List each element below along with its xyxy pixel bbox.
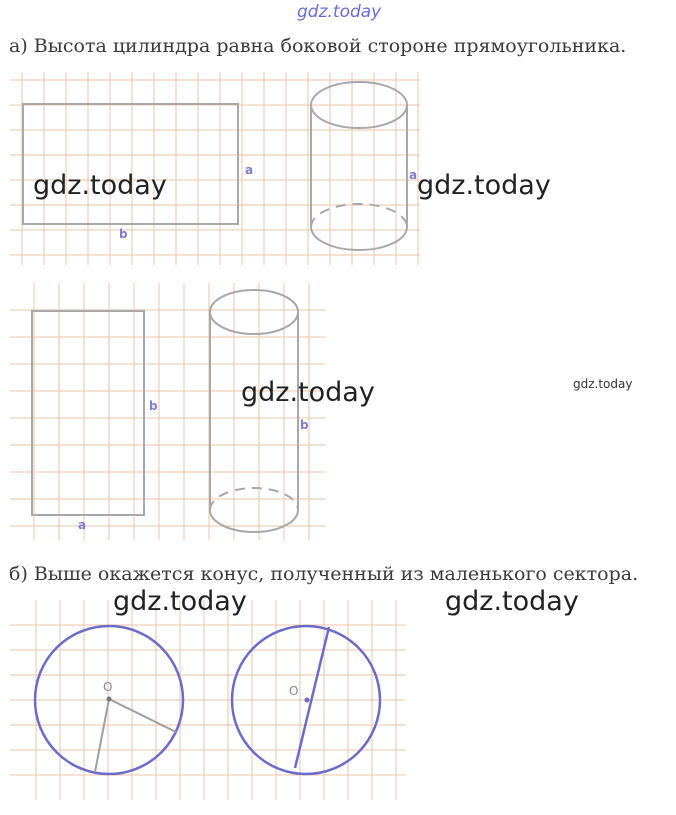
part-b-text: б) Выше окажется конус, полученный из маленького сектора. bbox=[9, 563, 639, 585]
cylinder-2 bbox=[210, 290, 298, 532]
rect2-bottom-label: a bbox=[78, 518, 87, 532]
center-label-2: O bbox=[289, 684, 299, 698]
watermark-3: gdz.today bbox=[241, 377, 375, 408]
watermark-2: gdz.today bbox=[417, 170, 551, 201]
watermark-4: gdz.today bbox=[573, 377, 633, 391]
watermark-5: gdz.today bbox=[113, 586, 247, 617]
rect1-bottom-label: b bbox=[119, 227, 128, 241]
rect2-side-label: b bbox=[149, 399, 158, 413]
cylinder-1 bbox=[311, 82, 407, 250]
watermark-top: gdz.today bbox=[297, 2, 382, 22]
part-a-text: а) Высота цилиндра равна боковой стороне прямоугольника. bbox=[9, 35, 627, 57]
center-label-1: O bbox=[103, 680, 113, 694]
grid-2 bbox=[10, 283, 325, 540]
rect1-side-label: a bbox=[245, 163, 254, 177]
cyl2-height-label: b bbox=[300, 418, 309, 432]
watermark-1: gdz.today bbox=[33, 170, 167, 201]
cyl1-height-label: a bbox=[409, 168, 418, 182]
radius-1a bbox=[109, 699, 176, 732]
radius-1b bbox=[95, 699, 109, 772]
rectangle-1 bbox=[23, 104, 238, 224]
grid-1 bbox=[10, 72, 420, 265]
grid-3 bbox=[10, 600, 405, 800]
rectangle-2 bbox=[32, 311, 144, 515]
watermark-6: gdz.today bbox=[445, 586, 579, 617]
